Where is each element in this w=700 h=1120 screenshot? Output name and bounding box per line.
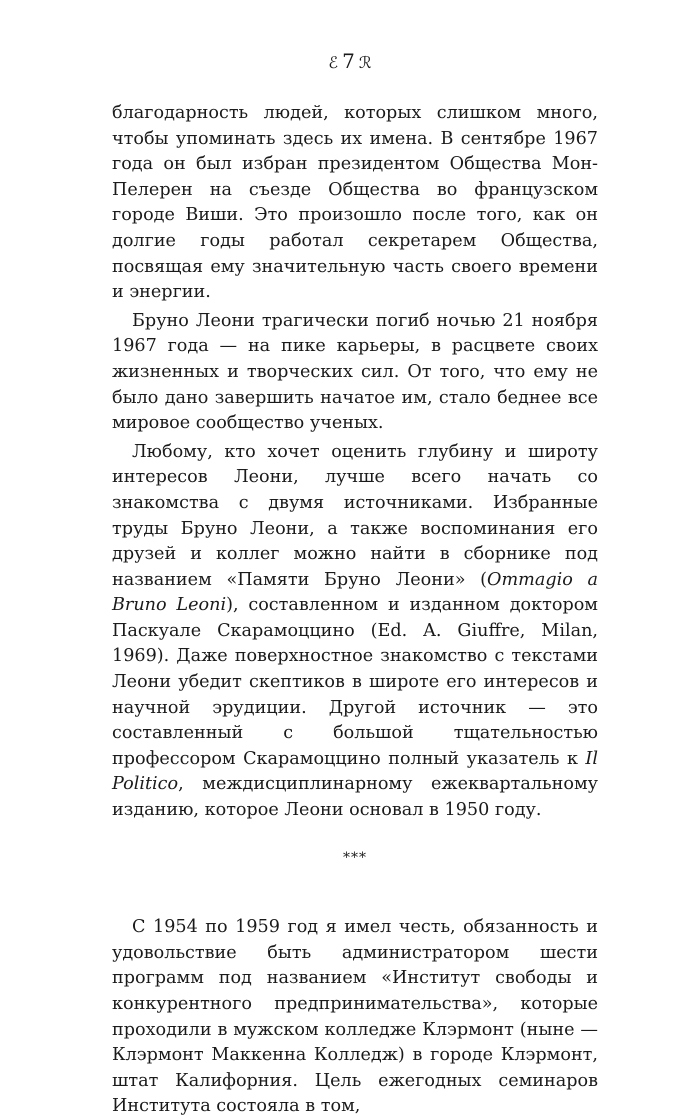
page-number: 7 (342, 49, 355, 73)
page-header (0, 49, 700, 75)
body-text (112, 101, 598, 1120)
left-ornament-icon: ℰ (328, 53, 339, 72)
paragraph-sources-part-2: ), составленном и изданном доктором Паскуале Скарамоццино (Ed. A. Giuffre, Milan, 1969). Даже поверхностное знакомство с текстами Леони убедит скептиков в широте его интересов и научной эрудиции. Другой источник — это составленный с большой тщательностью профессором Скарамоццино полный указатель к (112, 595, 598, 769)
paragraph-sources (112, 440, 598, 824)
paragraph-sources-part-3: , междисциплинарному ежеквартальному изданию, которое Леони основал в 1950 году. (112, 774, 598, 821)
paragraph-sources-part-1: Любому, кто хочет оценить глубину и широту интересов Леони, лучше всего начать со знакомства с двумя источниками. Избранные труды Бруно Леони, а также воспоминания его друзей и коллег можно найти в сборнике под названием «Памяти Бруно Леони» ( (112, 441, 598, 590)
journal-title-il-politico: Il Politico (112, 748, 598, 795)
paragraph-institute: С 1954 по 1959 год я имел честь, обязанность и удовольствие быть администратором шести программ под названием «Институт свободы и конкурентного предпринимательства», которые проходили в мужском колледже Клэрмонт (ныне — Клэрмонт Маккенна Колледж) в городе Клэрмонт, штат Калифорния. Цель ежегодных семинаров Института состояла в том, (112, 917, 598, 1117)
book-title-ommagio: Ommagio a Bruno Leoni (112, 569, 598, 616)
paragraph-leoni-death: Бруно Леони трагически погиб ночью 21 ноября 1967 года — на пике карьеры, в расцвете своих жизненных и творческих сил. От того, что ему не было дано завершить начатое им, стало беднее все мировое сообщество ученых. (112, 310, 598, 434)
paragraph-continuation: благодарность людей, которых слишком много, чтобы упоминать здесь их имена. В сентябре 1967 года он был избран президентом Общества Мон-Пелерен на съезде Общества во французском городе Виши. Это произошло после того, как он долгие годы работал секретарем Общества, посвящая ему значительную часть своего времени и энергии. (112, 103, 598, 303)
right-ornament-icon: ℛ (358, 53, 372, 72)
section-separator: *** (343, 849, 367, 866)
